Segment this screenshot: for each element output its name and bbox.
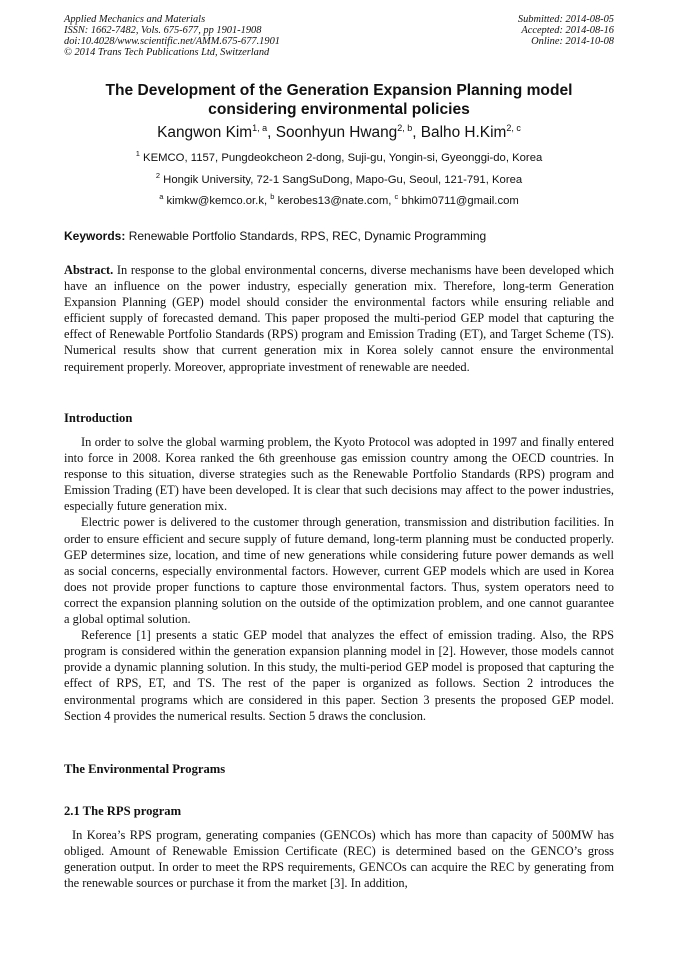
email-address: kerobes13@nate.com, [277, 195, 395, 207]
journal-info [64, 14, 280, 58]
section-heading-environmental-programs: The Environmental Programs [64, 762, 226, 776]
paragraph: Electric power is delivered to the customer through generation, transmission and distribution facilities. In order to ensure efficient and secure supply of future demand, long-term planning must be conducted properly. GEP determines size, location, and time of new generations while considering future power demands as well as social concerns, especially environmental factors. However, current GEP models which are used in Korea does not provide proper functions to capture those environmental factors. Thus, system operators need to correct the expansion planning solution on the outside of the optimization problem, and one cannot guarantee a global optimal solution. [64, 515, 614, 627]
author-separator: , [267, 124, 276, 141]
section-heading-introduction: Introduction [64, 411, 133, 425]
affiliation-text: Hongik University, 72-1 SangSuDong, Mapo-Gu, Seoul, 121-791, Korea [163, 174, 523, 186]
author-list [64, 123, 614, 142]
abstract-text: In response to the global environmental concerns, diverse mechanisms have been developed which have an influence on the power industry, especially generation mix. Therefore, long-term Generation Expansion Planning (GEP) model should consider the environmental factors while ensuring reliable and efficient supply of forecasted demand. This paper proposed the multi-period GEP model that capturing the effect of Renewable Portfolio Standards (RPS) program and Emission Trading (ET), and Target Scheme (TS). Numerical results show that current generation mix in Korea solely cannot ensure the environmental requirement properly. Moreover, appropriate investment of renewable are needed. [64, 263, 614, 374]
affiliation-mark: 1 [135, 149, 140, 159]
accepted-date: Accepted: 2014-08-16 [521, 25, 614, 36]
publication-dates [518, 14, 614, 47]
keywords-text: Renewable Portfolio Standards, RPS, REC, Dynamic Programming [128, 229, 487, 243]
author-affiliation-mark: 1, a [252, 122, 268, 133]
affiliation-mark: 2 [155, 171, 161, 181]
affiliation-text: KEMCO, 1157, Pungdeokcheon 2-dong, Suji-gu, Yongin-si, Gyeonggi-do, Korea [143, 152, 543, 164]
author-name: Kangwon Kim [157, 124, 253, 141]
author-separator: , [412, 124, 421, 141]
email-address: kimkw@kemco.or.k, [166, 195, 271, 207]
paragraph: In Korea’s RPS program, generating companies (GENCOs) which has more than capacity of 500MW has obliged. Amount of Renewable Emission Certificate (REC) is determined based on the GENCO’s gross generation output. In order to meet the RPS requirements, GENCOs can acquire the REC by generating from the renewable sources or purchase it from the market [3]. In addition, [64, 828, 614, 891]
paragraph: Reference [1] presents a static GEP model that analyzes the effect of emission trading. Also, the RPS program is considered within the generation expansion planning model in [2]. However, those models cannot provide a dynamic planning solution. In this study, the multi-period GEP model is proposed that capturing the effect of RPS, ET, and TS. The rest of the paper is organized as follows. Section 2 introduces the environmental programs which are considered in this paper. Section 3 presents the proposed GEP model. Section 4 provides the numerical results. Section 5 draws the conclusion. [64, 628, 614, 723]
online-date: Online: 2014-10-08 [531, 36, 614, 47]
subsection-heading-rps: 2.1 The RPS program [64, 804, 182, 818]
author-affiliation-mark: 2, c [506, 122, 521, 133]
affiliation [64, 173, 614, 187]
keywords [64, 229, 614, 244]
keywords-label: Keywords: [64, 229, 126, 243]
author-affiliation-mark: 2, b [397, 122, 413, 133]
copyright-line: © 2014 Trans Tech Publications Ltd, Switzerland [64, 47, 270, 58]
abstract-label: Abstract. [64, 263, 114, 277]
introduction-body [64, 434, 614, 724]
author-name: Balho H.Kim [420, 124, 507, 141]
email-list [64, 194, 614, 208]
author-name: Soonhyun Hwang [275, 124, 398, 141]
issn-line: ISSN: 1662-7482, Vols. 675-677, pp 1901-1908 [64, 25, 262, 36]
journal-name: Applied Mechanics and Materials [64, 14, 206, 25]
submitted-date: Submitted: 2014-08-05 [517, 14, 614, 25]
abstract [64, 262, 614, 375]
rps-body [64, 827, 614, 891]
title-line-1: The Development of the Generation Expansion Planning model [105, 82, 573, 99]
paragraph: In order to solve the global warming problem, the Kyoto Protocol was adopted in 1997 and finally entered into force in 2008. Korea ranked the 6th greenhouse gas emission country among the OECD countries. In response to this situation, diverse strategies such as the Renewable Portfolio Standards (RPS) program and Emission Trading (ET) have been developed. It is clear that such decisions may affect to the power industries, especially future generation mix. [64, 435, 614, 514]
title-line-2: considering environmental policies [208, 101, 470, 118]
email-address: bhkim0711@gmail.com [401, 195, 519, 207]
email-mark: c [394, 192, 399, 202]
email-mark: b [270, 192, 275, 202]
paper-title [64, 81, 614, 119]
affiliation [64, 151, 614, 165]
email-mark: a [159, 192, 164, 202]
doi-line: doi:10.4028/www.scientific.net/AMM.675-677.1901 [64, 36, 280, 47]
